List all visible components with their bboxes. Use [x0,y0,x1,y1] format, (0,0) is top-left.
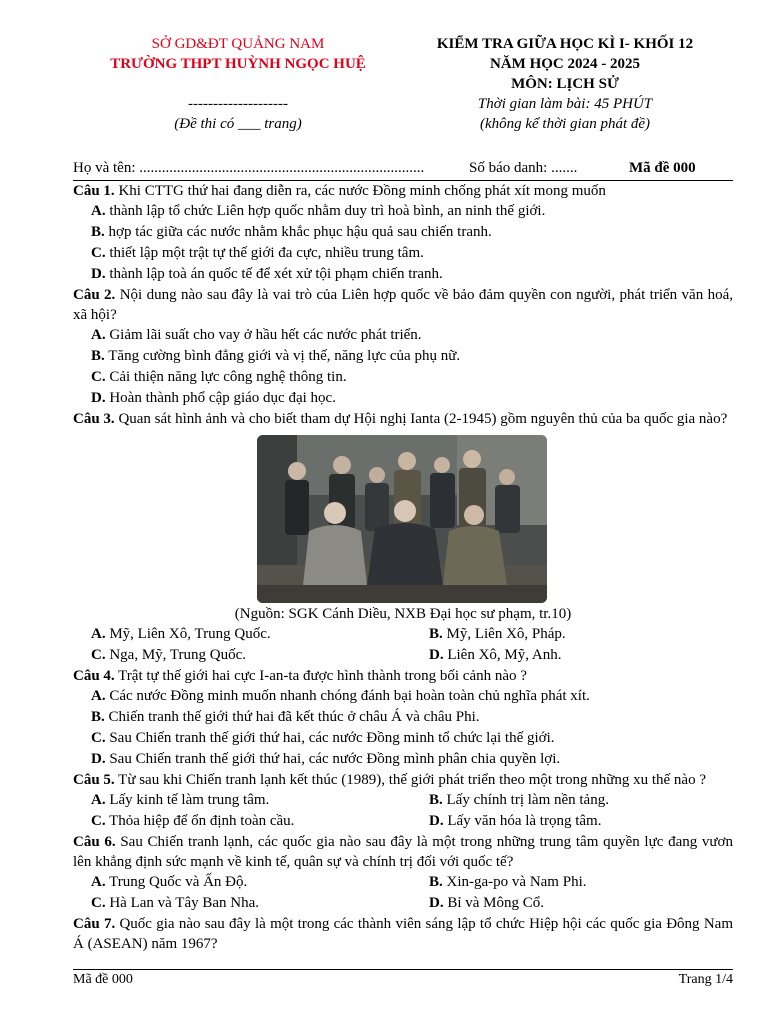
school-year: NĂM HỌC 2024 - 2025 [490,56,640,72]
q5-options-row-2 [91,811,733,832]
q3-option-d[interactable]: D. Liên Xô, Mỹ, Anh. [429,647,562,663]
subject: MÔN: LỊCH SỬ [511,76,619,92]
question-3: Câu 3. Quan sát hình ảnh và cho biết tham dự Hội nghị Ianta (2-1945) gồm nguyên thủ của ba quốc gia nào? [73,411,728,427]
exam-code: Mã đề 000 [629,160,696,176]
duration-note: (không kể thời gian phát đề) [479,116,651,132]
q3-options-row-2 [91,645,733,666]
pages-note: (Đề thi có ___ trang) [174,116,302,132]
q4-option-c[interactable]: C. Sau Chiến tranh thế giới thứ hai, các nước Đồng minh tổ chức lại thế giới. [91,730,555,746]
q6-option-a[interactable]: A. Trung Quốc và Ấn Độ. [91,874,248,890]
footer-rule [73,969,733,970]
q3-option-a[interactable]: A. Mỹ, Liên Xô, Trung Quốc. [91,626,271,642]
id-field[interactable]: Số báo danh: ....... [469,160,578,176]
header-dashes: -------------------- [188,96,288,112]
q1-option-b[interactable]: B. hợp tác giữa các nước nhằm khắc phục hậu quả sau chiến tranh. [91,224,492,240]
q4-option-a[interactable]: A. Các nước Đồng minh muốn nhanh chóng đánh bại hoàn toàn chủ nghĩa phát xít. [91,688,590,704]
q4-option-b[interactable]: B. Chiến tranh thế giới thứ hai đã kết thúc ở châu Á và châu Phi. [91,709,480,725]
q1-option-c[interactable]: C. thiết lập một trật tự thế giới đa cực, nhiều trung tâm. [91,245,424,261]
page-number: Trang 1/4 [678,972,733,987]
q3-option-b[interactable]: B. Mỹ, Liên Xô, Pháp. [429,626,566,642]
student-info-line [73,160,733,180]
photo-caption: (Nguồn: SGK Cánh Diều, NXB Đại học sư phạm, tr.10) [234,606,572,622]
q6-option-d[interactable]: D. Bỉ và Mông Cổ. [429,895,545,911]
question-5: Câu 5. Từ sau khi Chiến tranh lạnh kết thúc (1989), thế giới phát triển theo một trong những xu thế nào ? [73,772,706,788]
q5-option-b[interactable]: B. Lấy chính trị làm nền tảng. [429,792,609,808]
q6-options-row-2 [91,893,733,914]
q3-option-c[interactable]: C. Nga, Mỹ, Trung Quốc. [91,647,247,663]
question-1: Câu 1. Khi CTTG thứ hai đang diễn ra, các nước Đồng minh chống phát xít mong muốn [73,183,606,199]
q2-option-b[interactable]: B. Tăng cường bình đẳng giới và vị thế, năng lực của phụ nữ. [91,348,461,364]
footer-exam-code: Mã đề 000 [73,972,133,987]
header-left [60,34,416,134]
school-name: TRƯỜNG THPT HUỲNH NGỌC HUỆ [110,56,366,72]
duration: Thời gian làm bài: 45 PHÚT [477,96,653,112]
q4-option-d[interactable]: D. Sau Chiến tranh thế giới thứ hai, các nước Đồng mình phân chia quyền lợi. [91,751,561,767]
question-2: Câu 2. Nội dung nào sau đây là vai trò của Liên hợp quốc về bảo đảm quyền con người, phát triển văn hoá, xã hội? [73,287,733,323]
q2-option-a[interactable]: A. Giảm lãi suất cho vay ở hầu hết các nước phát triển. [91,327,422,343]
question-4: Câu 4. Trật tự thế giới hai cực I-an-ta được hình thành trong bối cảnh nào ? [73,668,527,684]
questions-area [73,181,733,954]
q3-options-row-1 [91,624,733,645]
name-field[interactable]: Họ và tên: ............................................................................ [73,160,425,176]
q1-option-d[interactable]: D. thành lập toà án quốc tế để xét xử tội phạm chiến tranh. [91,266,443,282]
q5-options-row-1 [91,790,733,811]
question-6: Câu 6. Sau Chiến tranh lạnh, các quốc gia nào sau đây là một trong những trung tâm quyền lực đang vươn lên khẳng định sức mạnh về kinh tế, quân sự và chính trị đối với quốc tế? [73,834,733,870]
yalta-conference-photo [257,435,547,603]
q6-option-c[interactable]: C. Hà Lan và Tây Ban Nha. [91,895,260,911]
q2-option-d[interactable]: D. Hoàn thành phổ cập giáo dục đại học. [91,390,336,406]
q5-option-c[interactable]: C. Thỏa hiệp để ổn định toàn cầu. [91,813,295,829]
department-name: SỞ GD&ĐT QUẢNG NAM [151,36,325,52]
question-7: Câu 7. Quốc gia nào sau đây là một trong các thành viên sáng lập tổ chức Hiệp hội các quốc gia Đông Nam Á (ASEAN) năm 1967? [73,916,733,952]
header-right [390,34,740,134]
exam-title: KIỂM TRA GIỮA HỌC KÌ I- KHỐI 12 [436,36,694,52]
q6-option-b[interactable]: B. Xin-ga-po và Nam Phi. [429,874,587,890]
q5-option-d[interactable]: D. Lấy văn hóa là trọng tâm. [429,813,602,829]
q2-option-c[interactable]: C. Cải thiện năng lực công nghệ thông tin. [91,369,347,385]
q5-option-a[interactable]: A. Lấy kinh tế làm trung tâm. [91,792,270,808]
q1-option-a[interactable]: A. thành lập tổ chức Liên hợp quốc nhằm duy trì hoà bình, an ninh thế giới. [91,203,546,219]
q6-options-row-1 [91,872,733,893]
